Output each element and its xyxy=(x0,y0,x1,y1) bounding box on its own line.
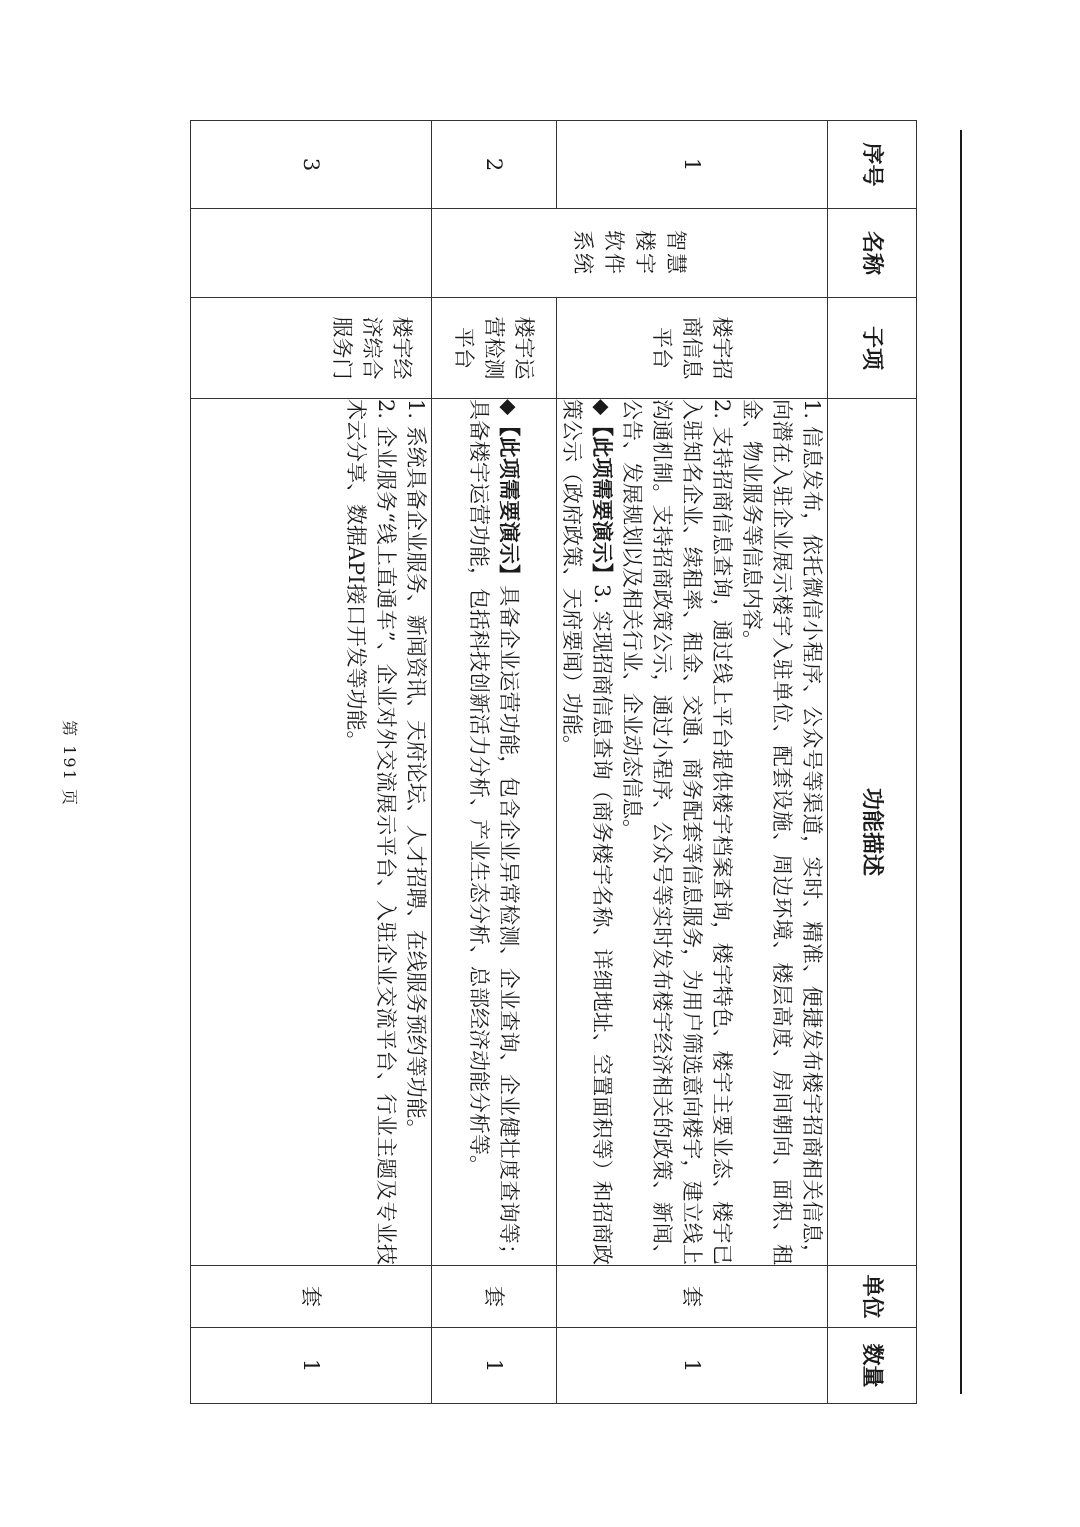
row1-sub-text: 楼宇招商信息平台 xyxy=(650,316,734,380)
row1-desc-item-1: 1. 信息发布，依托微信小程序、公众号等渠道，实时、精准、便捷发布楼宇招商相关信息，向潜在入驻企业展示楼宇入驻单位、配套设施、周边环境、楼层高度、房间朝向、面积、租金、物业服务等信息内容。 xyxy=(740,399,824,1265)
row3-desc-item-1: 1. 系统具备企业服务、新闻资讯、天府论坛、人才招聘、在线服务预约等功能。 xyxy=(404,399,428,1140)
row2-demo-label: ◆【此项需要演示】 xyxy=(497,399,522,586)
row3-seq: 3 xyxy=(191,121,432,209)
row3-name-empty xyxy=(191,209,432,298)
row2-desc xyxy=(432,399,557,1266)
page-number: 第 191 页 xyxy=(60,720,79,807)
row2-qty: 1 xyxy=(432,1328,557,1404)
header-qty: 数量 xyxy=(828,1328,917,1404)
row3-sub xyxy=(191,298,432,399)
row3-desc-item-2: 2. 企业服务“线上直通车”、企业对外交流展示平台、入驻企业交流平台、行业主题及专业技术云分享、数据API接口开发等功能。 xyxy=(344,399,398,1265)
row2-demo-text: 具备企业运营功能，包含企业异常检测、企业查询、企业健壮度查询等；具备楼宇运营功能，包括科技创新活力分析、产业生态分析、总部经济动能分析等。 xyxy=(467,399,521,1266)
row1-demo-label: ◆【此项需要演示】 xyxy=(590,399,615,585)
row3-desc xyxy=(191,399,432,1266)
row2-unit: 套 xyxy=(432,1266,557,1328)
table-row xyxy=(191,121,432,1404)
group-name: 智慧楼宇软件系统 xyxy=(571,230,689,276)
header-sub: 子项 xyxy=(828,298,917,399)
table-row xyxy=(432,121,557,1404)
row2-demo-para xyxy=(464,399,524,1265)
row1-demo-text: 3. 实现招商信息查询（商务楼宇名称、详细地址、空置面积等）和招商政策公示（政府政策、天府要闻）功能。 xyxy=(560,399,614,1265)
row2-seq: 2 xyxy=(432,121,557,209)
row1-seq: 1 xyxy=(557,121,828,209)
row2-sub-text: 楼宇运营检测平台 xyxy=(452,316,536,380)
row2-sub xyxy=(432,298,557,399)
row1-desc xyxy=(557,399,828,1266)
header-seq: 序号 xyxy=(828,121,917,209)
header-desc: 功能描述 xyxy=(828,399,917,1266)
row1-desc-item-2: 2. 支持招商信息查询，通过线上平台提供楼宇档案查询，楼宇特色、楼宇主要业态、楼宇已入驻知名企业、续租率、租金、交通、商务配套等信息服务，为用户筛选意向楼宇，建立线上沟通机制。支持招商政策公示，通过小程序、公众号等实时发布楼宇经济相关的政策、新闻、公告、发展规划以及相关行业、企业动态信息。 xyxy=(620,399,734,1265)
row1-unit: 套 xyxy=(557,1266,828,1328)
row3-qty: 1 xyxy=(191,1328,432,1404)
row1-demo-para xyxy=(557,399,617,1265)
header-name: 名称 xyxy=(828,209,917,298)
row1-sub xyxy=(557,298,828,399)
group-name-cell xyxy=(432,209,828,298)
row3-unit: 套 xyxy=(191,1266,432,1328)
header-rule xyxy=(960,130,962,1394)
header-unit: 单位 xyxy=(828,1266,917,1328)
table-header-row xyxy=(828,121,917,1404)
row1-qty: 1 xyxy=(557,1328,828,1404)
specification-table xyxy=(190,120,917,1404)
table-row xyxy=(557,121,828,1404)
row3-sub-text: 楼宇经济综合服务门 xyxy=(330,316,414,380)
